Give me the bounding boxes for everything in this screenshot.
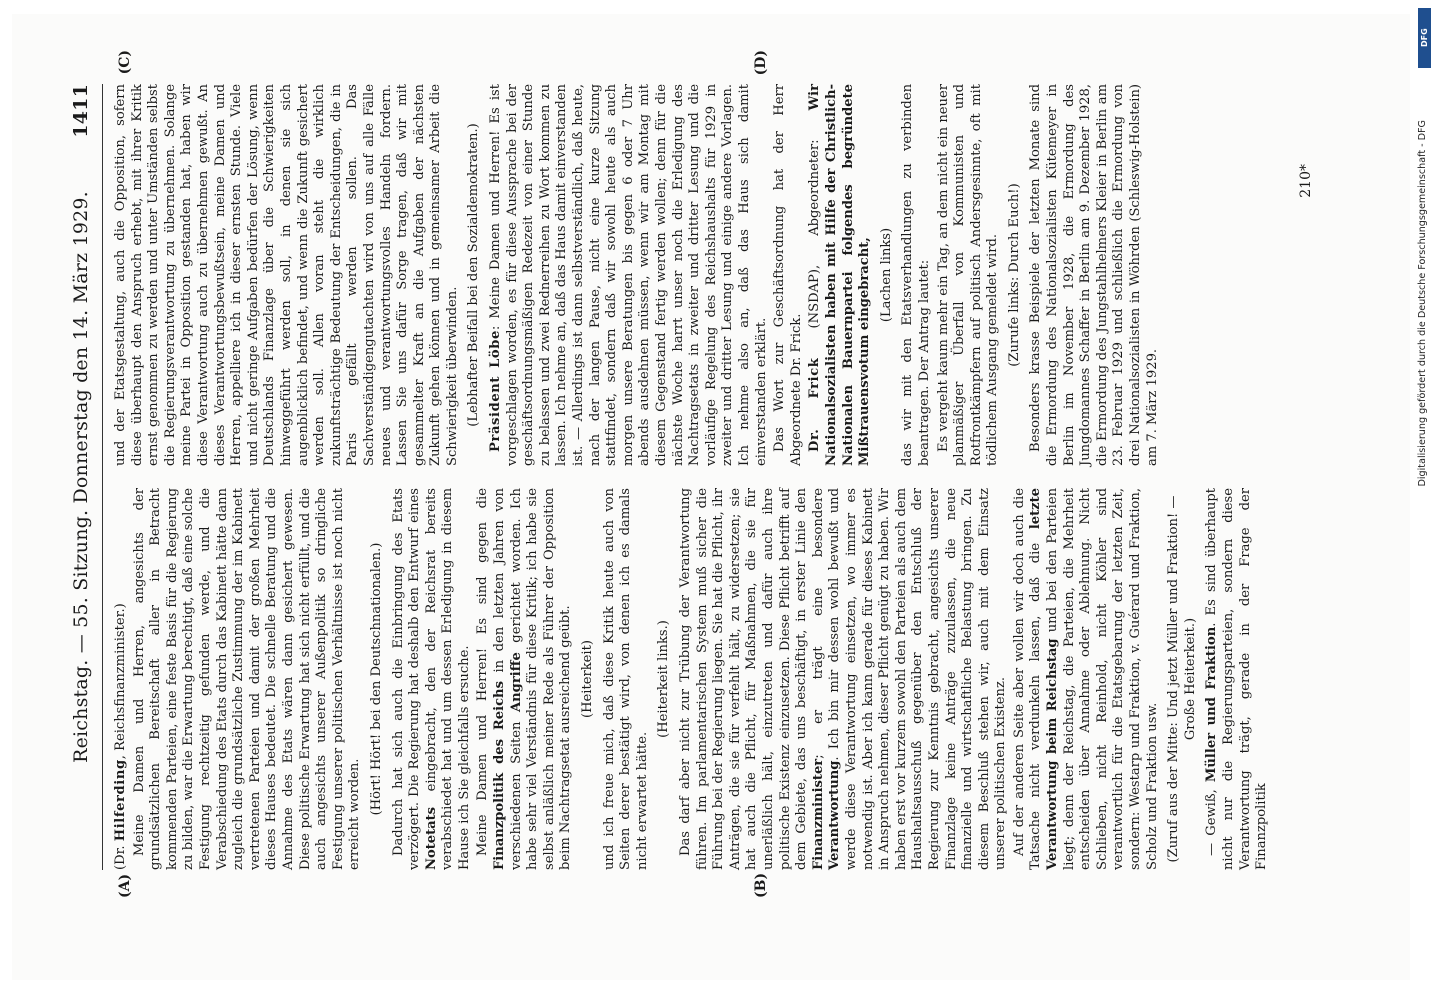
column-left bbox=[113, 488, 1273, 870]
page-header bbox=[70, 84, 103, 870]
margin-marker-c: (C) bbox=[117, 50, 133, 75]
column-right bbox=[113, 84, 1273, 466]
speaker-prefix: (Dr. bbox=[113, 841, 128, 870]
paragraph: Präsident Löbe: Meine Damen und Herren! Es ist vorgeschlagen worden, es für diese Aussprache bei der geschäftsordnungsmäßigen Redezeit von einer Stunde zu belassen und zwei Rednerreihen zu Wort kommen zu lassen. Ich nehme an, daß das Haus damit einverstanden ist. — Allerdings ist dann selbstverständlich, daß heute, nach der langen Pause, nicht eine kurze Sitzung stattfindet, sondern daß wir sowohl heute als auch morgen unsere Beratungen bis gegen 6 oder 7 Uhr abends ausdehnen müssen, wenn wir am Montag mit diesem Gegenstand fertig werden wollen; denn für die nächste Woche harrt unser noch die Erledigung des Nachtragsetats in zweiter und dritter Lesung und die vorläufige Regelung des Reichshaushalts für 1929 in zweiter und dritter Lesung und einige andere Vorlagen. Ich nehme also an, daß das Haus sich damit einverstanden erklärt. bbox=[488, 84, 769, 466]
dfg-logo-icon: DFG bbox=[1418, 8, 1431, 68]
interjection: (Zurufe links: Durch Euch!) bbox=[1006, 183, 1022, 367]
document-page bbox=[12, 14, 1410, 980]
speaker-role: , Reichsfinanzminister.) bbox=[113, 603, 128, 760]
margin-marker-d: (D) bbox=[753, 50, 769, 76]
interjection: (Heiterkeit) bbox=[580, 640, 596, 718]
interjection: (Zuruf aus der Mitte: Und jetzt Müller und Fraktion! — Große Heiterkeit.) bbox=[1166, 495, 1198, 863]
scanned-page-frame bbox=[12, 14, 1410, 980]
quoted-motion: Es vergeht kaum mehr ein Tag, an dem nicht ein neuer planmäßiger Überfall von Kommunisten und Rotfrontkämpfern auf politisch Andersgesinnte, oft mit tödlichem Ausgang gemeldet wird. bbox=[935, 84, 1001, 466]
paragraph: Meine Damen und Herren! Es sind gegen die Finanzpolitik des Reichs in den letzten Jahren von verschiedenen Seiten Angriffe gerichtet worden. Ich habe sehr viel Verständnis für diese Kritik; ich habe sie selbst anläßlich meiner Rede als Führer der Opposition beim Nachtragsetat ausreichend geübt. bbox=[475, 488, 574, 870]
paragraph: Dr. Frick (NSDAP), Abgeordneter: Wir Nationalsozialisten haben mit Hilfe der Christlich-Nationalen Bauernpartei folgendes begründete Mißtrauensvotum eingebracht, bbox=[807, 84, 873, 466]
interjection: (Lachen links) bbox=[878, 227, 894, 323]
paragraph: Auf der anderen Seite aber wollen wir doch auch die Tatsache nicht verdunkeln lassen, daß die letzte Verantwortung beim Reichstag und bei den Parteien liegt; denn der Reichstag, die Parteien, die Mehrheit entscheiden über Annahme oder Ablehnung. Nicht Schlieben, nicht Reinhold, nicht Köhler sind verantwortlich für die Etatsgebarung der letzten Zeit, sondern: Westarp und Fraktion, v. Guérard und Fraktion, Scholz und Fraktion usw. bbox=[1011, 488, 1160, 870]
paragraph: Dadurch hat sich auch die Einbringung des Etats verzögert. Die Regierung hat deshalb den Entwurf eines Notetats eingebracht, den der Reichsrat bereits verabschiedet hat und um dessen Erledigung in diesem Hause ich Sie gleichfalls ersuche. bbox=[390, 488, 472, 870]
paragraph: Das darf aber nicht zur Trübung der Verantwortung führen. Im parlamentarischen System muß sicher die Führung bei der Regierung liegen. Sie hat die Pflicht, ihr Anträgen, die sie für verfehlt hält, zu widersetzen; sie hat auch die Pflicht, für Maßnahmen, die sie für unerläßlich hält, einzutreten und dafür auch ihre politische Existenz einzusetzen. Diese Pflicht betrifft auf dem Gebiete, das uns beschäftigt, in erster Linie den Finanzminister; er trägt eine besondere Verantwortung. Ich bin mir dessen wohl bewußt und werde diese Verantwortung einsetzen, wo immer es notwendig ist. Aber ich kann gerade für dieses Kabinett in Anspruch nehmen, dieser Pflicht genügt zu haben. Wir haben erst vor kurzem sowohl den Parteien als auch dem Haushaltsausschuß gegenüber den Entschluß der Regierung zur Kenntnis gebracht, angesichts unserer Finanzlage keine Anträge zuzulassen, die neue finanzielle und wirtschaftliche Belastung bringen. Zu diesem Beschluß stehen wir, auch mit dem Einsatz unserer politischen Existenz. bbox=[678, 488, 1009, 870]
dfg-sidebar bbox=[1416, 0, 1434, 1000]
page-title: Reichstag. — 55. Sitzung. Donnerstag den 14. März 1929. bbox=[70, 191, 92, 763]
interjection: (Lebhafter Beifall bei den Sozialdemokraten.) bbox=[466, 123, 482, 427]
page-number: 1411 bbox=[70, 84, 92, 138]
paragraph: Das Wort zur Geschäftsordnung hat der Herr Abgeordnete Dr. Frick. bbox=[772, 84, 804, 466]
signature-mark: 210* bbox=[1298, 164, 1314, 198]
paragraph: das wir mit den Etatsverhandlungen zu verbinden beantragen. Der Antrag lautet: bbox=[900, 84, 932, 466]
paragraph: Meine Damen und Herren, angesichts der grundsätzlichen Bereitschaft aller in Betracht kommenden Parteien, eine feste Basis für die Regierung zu bilden, war die Erwartung berechtigt, daß eine solche Festigung rechtzeitig gefunden werde, und die Verabschiedung des Etats durch das Kabinett hätte dann zugleich die grundsätzliche Zustimmung der im Kabinett vertretenen Parteien und damit der großen Mehrheit dieses Hauses bedeutet. Die schnelle Beratung und die Annahme des Etats wären dann gesichert gewesen. Diese politische Erwartung hat sich nicht erfüllt, und die auch angesichts unserer Außenpolitik so dringliche Festigung unserer politischen Verhältnisse ist noch nicht erreicht worden. bbox=[131, 488, 363, 870]
interjection: (Heiterkeit links.) bbox=[656, 620, 672, 738]
paragraph: und ich freue mich, daß diese Kritik heute auch von Seiten derer bestätigt wird, von denen ich es damals nicht erwartet hätte. bbox=[601, 488, 650, 870]
speaker-line bbox=[113, 488, 130, 870]
speaker-name: Hilferding bbox=[113, 759, 128, 842]
paragraph: — Gewiß, Müller und Fraktion. Es sind überhaupt nicht nur die Regierungsparteien, sondern diese Verantwortung trägt, gerade in der Frage der Finanzpolitik bbox=[1204, 488, 1270, 870]
quoted-motion: Besonders krasse Beispiele der letzten Monate sind die Ermordung des Nationalsozialisten Kütemeyer in Berlin im November 1928, die Ermordung des Jungdomannes Schaffer in Berlin am 9. Dezember 1928, die Ermordung des Jungstahlhelmers Kleier in Berlin am 23. Februar 1929 und schließlich die Ermordung von drei Nationalsozialisten in Wöhrden (Schleswig-Holstein) am 7. März 1929. bbox=[1028, 84, 1160, 466]
speaker-name: Dr. Frick bbox=[807, 357, 823, 452]
speaker-name: Präsident Löbe bbox=[488, 330, 504, 452]
text-columns bbox=[113, 50, 1273, 898]
margin-marker-a: (A) bbox=[117, 873, 133, 898]
dfg-credit-text: Digitalisierung gefördert durch die Deutsche Forschungsgemeinschaft - DFG bbox=[1417, 120, 1428, 487]
interjection: (Hört! Hört! bei den Deutschnationalen.) bbox=[368, 542, 384, 816]
margin-marker-b: (B) bbox=[753, 872, 769, 898]
paragraph: und der Etatsgestaltung, auch die Opposition, sofern diese überhaupt den Anspruch erhebt, mit ihrer Kritik ernst genommen zu werden und unter Umständen selbst die Regierungsverantwortung zu übernehmen. Solange meine Partei in Opposition gestanden hat, haben wir diese Verantwortung auch zu übernehmen gewußt. An dieses Verantwortungsbewußtsein, meine Damen und Herren, appelliere ich in dieser ernsten Stunde. Viele und nicht geringe Aufgaben bedürfen der Lösung, wenn Deutschlands Finanzlage über die Schwierigkeiten hinweggeführt werden soll, in denen sie sich augenblicklich befindet, und wenn die Zukunft gesichert werden soll. Allen voran steht die wirklich zukunftsträchtige Bedeutung der Entscheidungen, die in Paris gefällt werden sollen. Das Sachverständigengutachten wird von uns auf alle Fälle neues und verantwortungsvolles Handeln fordern. Lassen Sie uns dafür Sorge tragen, daß wir mit gesammelter Kraft an die Aufgaben der nächsten Zukunft gehen können und in gemeinsamer Arbeit die Schwierigkeit überwinden. bbox=[113, 84, 460, 466]
